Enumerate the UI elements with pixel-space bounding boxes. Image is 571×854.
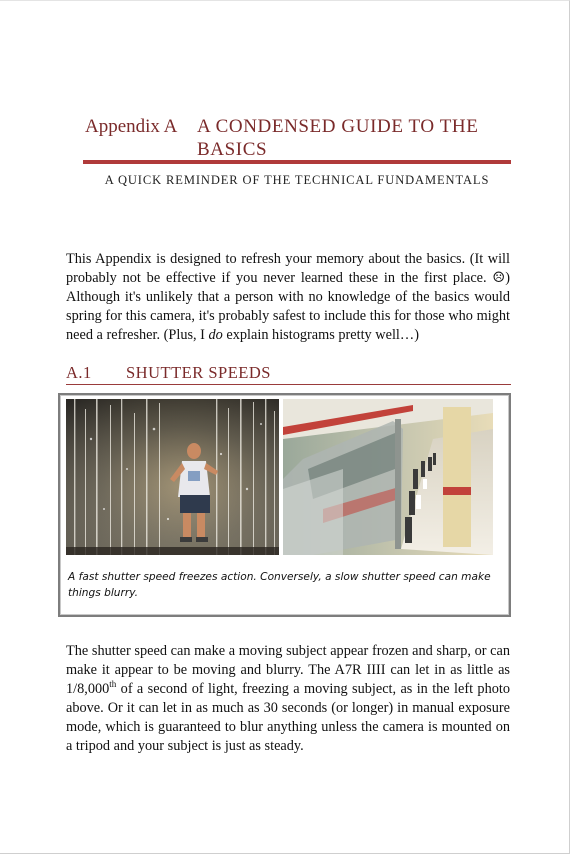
chapter-subtitle: A QUICK REMINDER OF THE TECHNICAL FUNDAMENTALS <box>104 173 490 187</box>
chapter-title-line2: BASICS <box>197 139 268 160</box>
intro-text-3: explain histograms pretty well…) <box>222 327 419 343</box>
subway-photo <box>283 399 493 555</box>
shutter-paragraph <box>66 642 510 756</box>
frown-icon: ☹ <box>492 270 506 286</box>
body-text-2: of a second of light, freezing a moving subject, as in the left photo above. Or it can let in as much as 30 seconds (or longer) in manual exposure mode, which is guaranteed to blur anything unless the camera is mounted on a tripod and your subject is just as steady. <box>66 681 510 754</box>
section-rule <box>66 384 511 385</box>
figure-caption: A fast shutter speed freezes action. Conversely, a slow shutter speed can make things blurry. <box>68 571 491 599</box>
section-heading <box>66 363 511 383</box>
chapter-heading <box>85 115 515 161</box>
section-number: A.1 <box>66 363 92 382</box>
chapter-title <box>197 115 478 161</box>
section-title: SHUTTER SPEEDS <box>126 363 271 382</box>
chapter-rule <box>83 160 511 164</box>
fountain-photo <box>66 399 279 555</box>
body-text-1: The shutter speed can make a moving subject appear frozen and sharp, or can make it appear to be moving and blurry. The A7R IIII can let in as little as 1/8,000 <box>66 643 510 697</box>
chapter-title-line1: A CONDENSED GUIDE TO THE <box>197 116 479 137</box>
intro-emphasis: do <box>208 327 223 343</box>
figure-frame <box>58 393 511 617</box>
superscript-th: th <box>109 679 117 689</box>
chapter-label: Appendix A <box>85 116 178 137</box>
intro-paragraph <box>66 250 510 345</box>
intro-text-1: This Appendix is designed to refresh your memory about the basics. (It will probably not be effective if you never learned these in the first place. <box>66 251 510 286</box>
intro-text-2: ) Although it's unlikely that a person with no knowledge of the basics would spring for this camera, it's probably safest to include this for those who might need a refresher. (Plus, I <box>66 270 510 343</box>
